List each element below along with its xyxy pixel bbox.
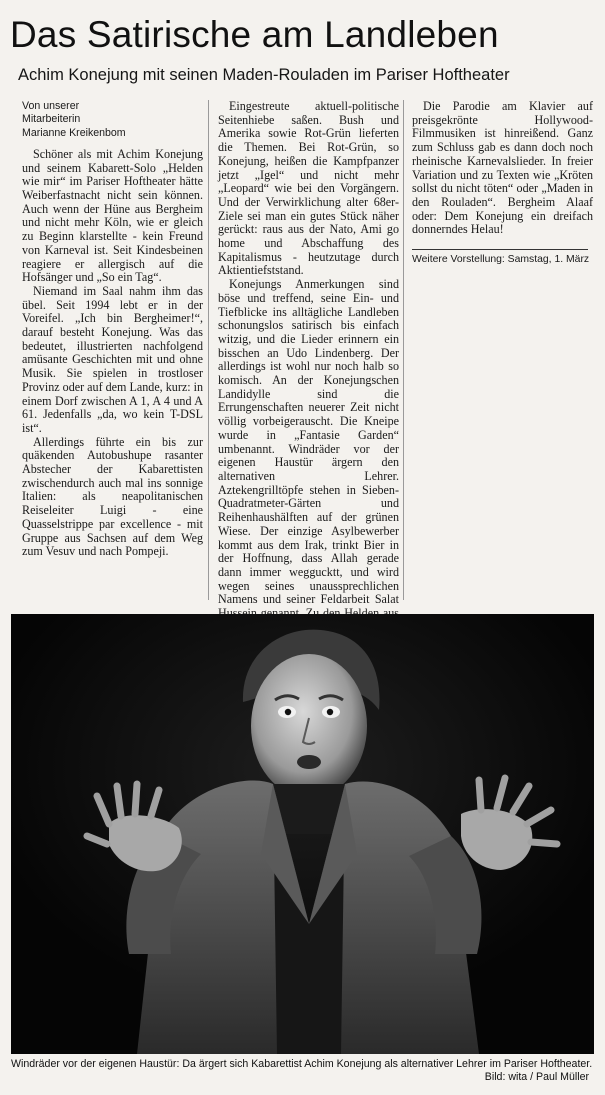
article-column-2 [218,100,399,689]
author-name: Marianne Kreikenbom [22,126,126,139]
performance-note: Weitere Vorstellung: Samstag, 1. März [412,254,590,266]
column-divider [208,100,209,600]
article-paragraph: Eingestreute aktuell-politische Seitenhiebe saßen. Bush und Amerika sowie Rot-Grün lieferten die Themen. Bei Rot-Grün, so Konejung, heißen die Kampfpanzer jetzt „Igel“ und nicht mehr „Leopard“ wie bei den Vorgängern. Und der Verwirklichung alter 68er-Ziele sei man ein gutes Stück näher gerückt: raus aus der Nato, Ami go home und Abschaffung des Kapitalismus - heutzutage durch Aktientiefststand. [218,99,399,278]
article-paragraph: Allerdings führte ein bis zur quäkenden Autobushupe rasanter Abstecher der Kabarettisten zwischendurch auch mal ins sonnige Italien: als neapolitanischen Reiseleiter Luigi - eine Quasselstrippe par excellence - mit Gruppe aus Sachsen auf dem Weg zum Vesuv und nach Pompeji. [22,434,203,559]
byline-line: Mitarbeiterin [22,113,81,126]
article-paragraph: Konejungs Anmerkungen sind böse und treffend, seine Ein- und Tiefblicke ins alltägliche Landleben schonungslos satirisch bis einfach witzig, und die Lieder erinnern ein bisschen an Udo Lindenberg. Der allerdings ist wohl nur noch halb so komisch. An der Konejungschen Landidylle sind die Errungenschaften neuerer Zeit nicht völlig vorbeigerauscht. Die Kneipe wurde in „Fantasie Garden“ umbenannt. Windräder vor der eigenen Haustür ärgern den alternativen Lehrer. Aztekengrilltöpfe stehen in Sieben-Quadratmeter-Gärten und Reihenhaushälften auf der grünen Wiese. Der einzige Asylbewerber kommt aus dem Irak, trinkt Bier in der Hoffnung, dass Allah gerade dann immer weggucktt, und wird wegen seines unaussprechlichen Namens und seiner Feldarbeit Salat [218,277,399,607]
performer-illustration [11,614,594,1054]
article-column-3 [412,100,593,267]
article-paragraph: Schöner als mit Achim Konejung und seinem Kabarett-Solo „Helden wie mir“ im Pariser Hoftheater hätte Weiberfastnacht nicht sein können. Auch wenn der Hüne aus Bergheim und nicht mehr Köln, wie er gleich zu Beginn klarstellte - kein Freund von Karneval ist. Seit Kindesbeinen reagiere er allergisch auf die Hofsänger und „So ein Tag“. [22,146,203,285]
note-divider [412,249,588,250]
article-column-1 [22,100,203,559]
column-divider [403,100,404,600]
photo-caption: Windräder vor der eigenen Haustür: Da ärgert sich Kabarettist Achim Konejung als alternativer Lehrer im Pariser Hoftheater. [11,1058,593,1070]
article-paragraph: Niemand im Saal nahm ihm das übel. Seit 1994 lebt er in der Voreifel. „Ich bin Bergheimer!“, darauf besteht Konejung. Was das bedeutet, illustrierten nachfolgend amüsante Geschichten mit und ohne Musik. Sie spielen in trostloser Provinz oder auf dem Lande, kurz: in einem Dorf zwischen A 1, A 4 und A 61. Jedenfalls „da, wo kein T-DSL ist“. [22,283,204,435]
performer-photo [11,614,594,1054]
headline: Das Satirische am Landleben [10,14,499,55]
byline-line: Von unserer [22,100,80,112]
article-paragraph: Die Parodie am Klavier auf preisgekrönte Hollywood-Filmmusiken ist hinreißend. Ganz zum Schluss gab es dann doch noch rheinische Karnevalslieder. In freier Variation und zu Texten wie „Kröten sollst du nicht töten“ oder „Maden in den Rouladen“. Bergheim Alaaf oder: Dem Konejung ein dreifach donnerndes Helau! [412,99,593,237]
photo-credit: Bild: wita / Paul Müller [484,1071,589,1083]
subheadline: Achim Konejung mit seinen Maden-Rouladen im Pariser Hoftheater [18,66,510,84]
byline [22,100,203,140]
